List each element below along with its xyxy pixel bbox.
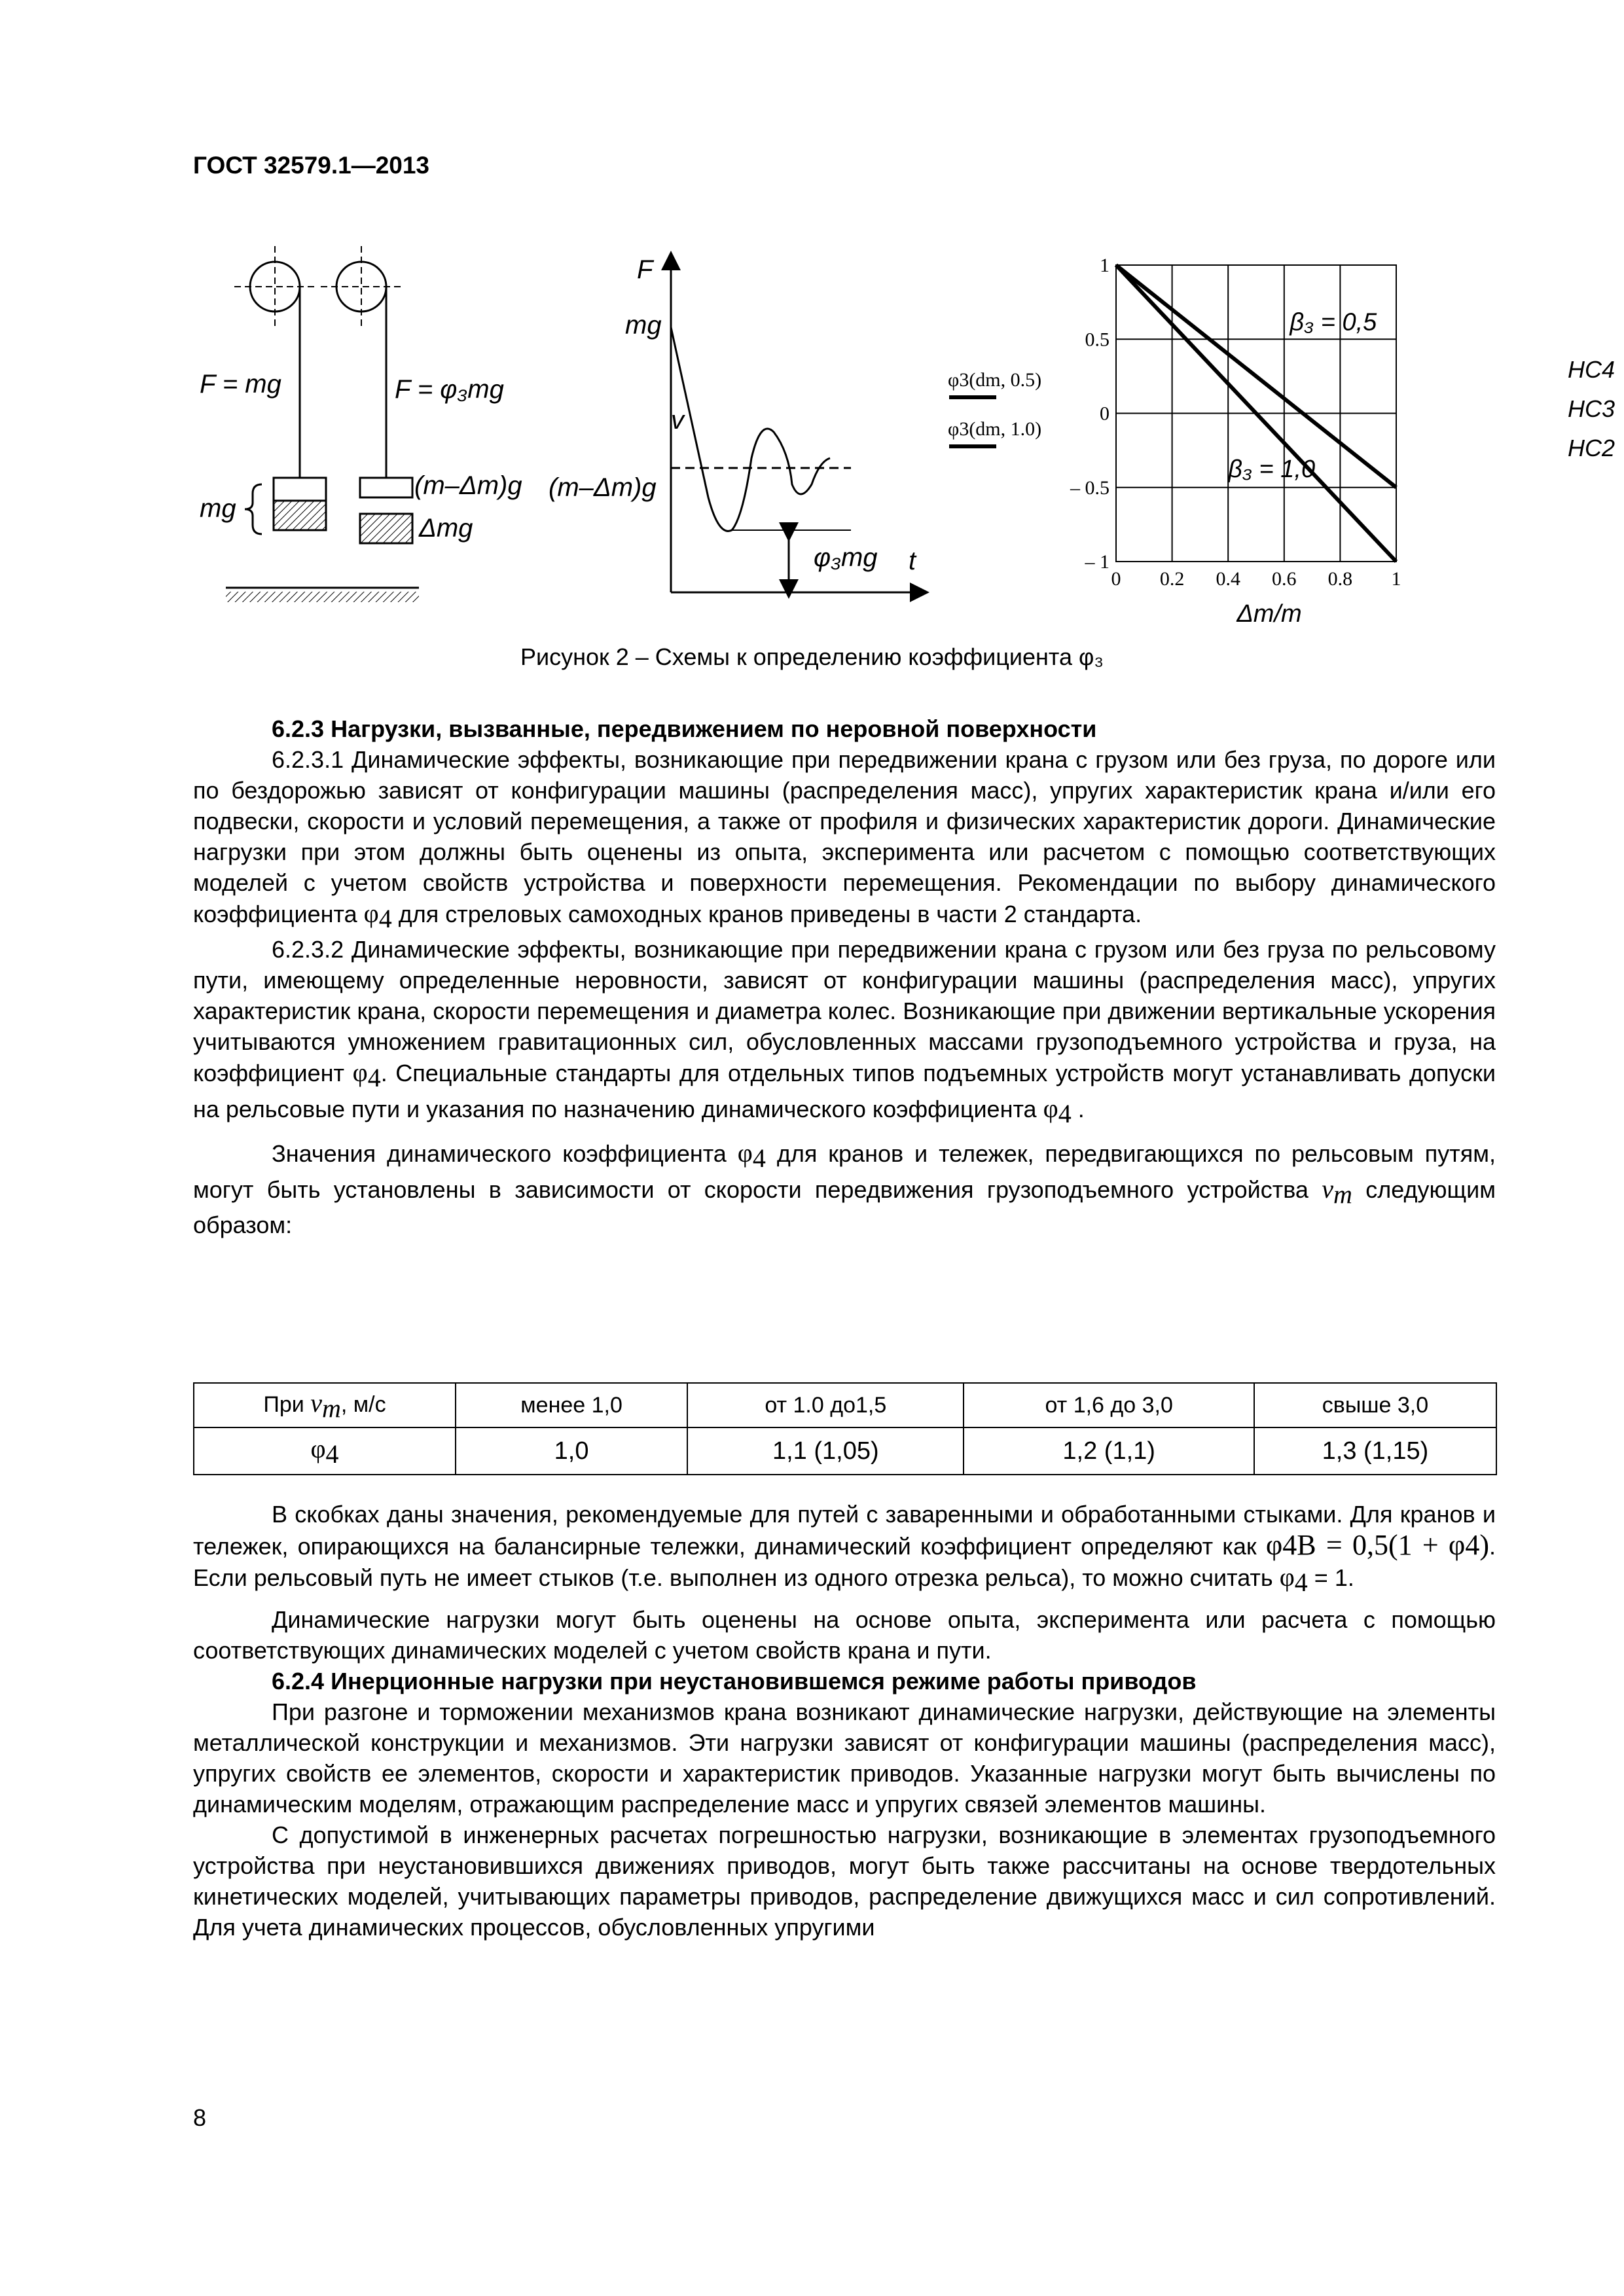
- legend-entry: φ3(dm, 0.5): [948, 369, 1042, 391]
- force-time-plot: [671, 260, 920, 592]
- section-title-6-2-4: 6.2.4 Инерционные нагрузки при неустановившемся режиме работы приводов: [272, 1668, 1197, 1695]
- series-line: [1116, 265, 1396, 488]
- side-code: HC2: [1568, 435, 1615, 461]
- table-cell: При $v_m$, м/с: [194, 1383, 456, 1427]
- series-annotation: β₃ = 1,0: [1228, 455, 1316, 483]
- table-cell: свыше 3,0: [1254, 1383, 1496, 1427]
- label-m-dm-g-middle: (m–Δm)g: [549, 473, 657, 502]
- x-tick-label: 0.4: [1216, 568, 1240, 590]
- table-row: [194, 1427, 1496, 1475]
- side-code: HC3: [1568, 395, 1615, 422]
- table-header-row: [194, 1383, 1496, 1427]
- label-f-mg: F = mg: [200, 370, 281, 399]
- paragraph-6-2-3-2: 6.2.3.2 Динамические эффекты, возникающие при передвижении крана с грузом или без груза по рельсовому пути, имеющему определенные неровности, зависят от конфигурации машины (распределения масс), упругих характеристик крана, скорости перемещения и диаметра колес. Возникающие при движении вертикальные ускорения учитываются умножением гравитационных сил, обусловленных массами грузоподъемного устройства и груза, на коэффициент $\varphi_4$. Специальные стандарты для отдельных типов подъемных устройств могут устанавливать допуски на рельсовые пути и указания по назначению динамического коэффициента $\varphi_4$ .: [193, 936, 1496, 1129]
- table-cell: менее 1,0: [456, 1383, 687, 1427]
- x-tick-label: 1: [1391, 568, 1401, 590]
- pulley-2: [321, 246, 402, 478]
- load-block-1-hatched: [274, 501, 326, 530]
- load-block-2-hatched: [360, 514, 412, 543]
- paragraph-engineering: С допустимой в инженерных расчетах погрешностью нагрузки, возникающие в элементах грузоподъемного устройства при неустановившихся движениях приводов, могут быть также рассчитаны на основе твердотельных кинетических моделей, учитывающих параметры приводов, распределение движущихся масс и сил сопротивлений. Для учета динамических процессов, обусловленных упругими: [193, 1821, 1496, 1941]
- label-phi-mg: φ₃mg: [814, 543, 878, 572]
- section-6-2-3: [193, 713, 1496, 1240]
- x-axis-label: Δm/m: [1236, 600, 1302, 628]
- label-m-dm-g-left: (m–Δm)g: [414, 471, 522, 500]
- y-tick-label: – 0.5: [1070, 476, 1110, 499]
- paragraph-dynamic-loads: Динамические нагрузки могут быть оценены на основе опыта, эксперимента или расчета с помощью соответствующих динамических моделей с учетом свойств крана и пути.: [193, 1606, 1496, 1664]
- table-cell: 1,1 (1,05): [687, 1427, 964, 1475]
- x-tick-label: 0.8: [1327, 568, 1353, 590]
- pulley-diagram: [226, 246, 419, 597]
- label-vh: v: [671, 406, 684, 435]
- table-cell: 1,3 (1,15): [1254, 1427, 1496, 1475]
- figure-2: [0, 0, 1624, 655]
- section-title-6-2-3: 6.2.3 Нагрузки, вызванные, передвижением по неровной поверхности: [272, 715, 1097, 742]
- label-mg-middle: mg: [625, 311, 662, 340]
- y-tick-label: 0: [1100, 403, 1110, 425]
- paragraph-6-2-3-1: 6.2.3.1 Динамические эффекты, возникающие при передвижении крана с грузом или без груза, по дороге или по бездорожью зависят от конфигурации машины (распределения масс), упругих характеристик крана и/или его подвески, скорости и условий перемещения, а также от профиля и физических характеристик дороги. Динамические нагрузки при этом должны быть оценены из опыта, эксперимента или расчетом с помощью соответствующих моделей с учетом свойств устройства и поверхности перемещения. Рекомендации по выбору динамического коэффициента $\varphi_4$ для стреловых самоходных кранов приведены в части 2 стандарта.: [193, 746, 1496, 934]
- section-6-2-3-continued: [193, 1499, 1496, 1943]
- load-block-2: [360, 478, 412, 497]
- label-t: t: [909, 547, 916, 575]
- table-cell: $\varphi_4$: [194, 1427, 456, 1475]
- table-cell: от 1.0 до1,5: [687, 1383, 964, 1427]
- label-F: F: [637, 255, 653, 284]
- x-tick-label: 0.6: [1272, 568, 1297, 590]
- force-curve: [671, 327, 830, 531]
- phi3-chart: [948, 255, 1401, 628]
- brace: [245, 484, 262, 534]
- paragraph-brackets: В скобках даны значения, рекомендуемые для путей с заваренными и обработанными стыками. Для кранов и тележек, опирающихся на балансирные тележки, динамический коэффициент определяют как φ4B = 0,5(1 + φ4). Если рельсовый путь не имеет стыков (т.е. выполнен из одного отрезка рельса), то можно считать $\varphi_4 = 1$.: [193, 1501, 1496, 1598]
- label-f-phi-mg: F = φ₃mg: [395, 375, 504, 404]
- label-mg-left: mg: [200, 494, 236, 523]
- phi4-table: [193, 1382, 1497, 1475]
- paragraph-phi4-values: Значения динамического коэффициента $\varphi_4$ для кранов и тележек, передвигающихся по рельсовым путям, могут быть установлены в зависимости от скорости передвижения грузоподъемного устройства $v_m$ следующим образом:: [193, 1138, 1496, 1238]
- paragraph-acceleration: При разгоне и торможении механизмов крана возникают динамические нагрузки, действующие на элементы металлической конструкции и механизмов. Эти нагрузки зависят от конфигурации машины (распределения масс), упругих свойств ее элементов, скорости и характеристик приводов. Указанные нагрузки могут быть вычислены по динамическим моделям, отражающим распределение масс и упругих связей элементов машины.: [193, 1698, 1496, 1818]
- x-tick-label: 0.2: [1159, 568, 1185, 590]
- series-annotation: β₃ = 0,5: [1290, 308, 1377, 336]
- page-number: 8: [193, 2104, 207, 2131]
- pulley-1: [234, 246, 316, 478]
- side-code: HC4: [1568, 356, 1615, 383]
- label-dmg: Δmg: [419, 514, 473, 543]
- table-cell: 1,2 (1,1): [964, 1427, 1254, 1475]
- table-cell: 1,0: [456, 1427, 687, 1475]
- figure-caption: Рисунок 2 – Схемы к определению коэффициента φ₃: [520, 643, 1104, 670]
- table-cell: от 1,6 до 3,0: [964, 1383, 1254, 1427]
- legend-entry: φ3(dm, 1.0): [948, 418, 1042, 440]
- x-tick-label: 0: [1111, 568, 1121, 590]
- y-tick-label: 0.5: [1085, 329, 1110, 351]
- load-block-1: [274, 478, 326, 501]
- y-tick-label: – 1: [1085, 551, 1110, 573]
- y-tick-label: 1: [1100, 255, 1110, 276]
- document-header: ГОСТ 32579.1—2013: [193, 152, 430, 179]
